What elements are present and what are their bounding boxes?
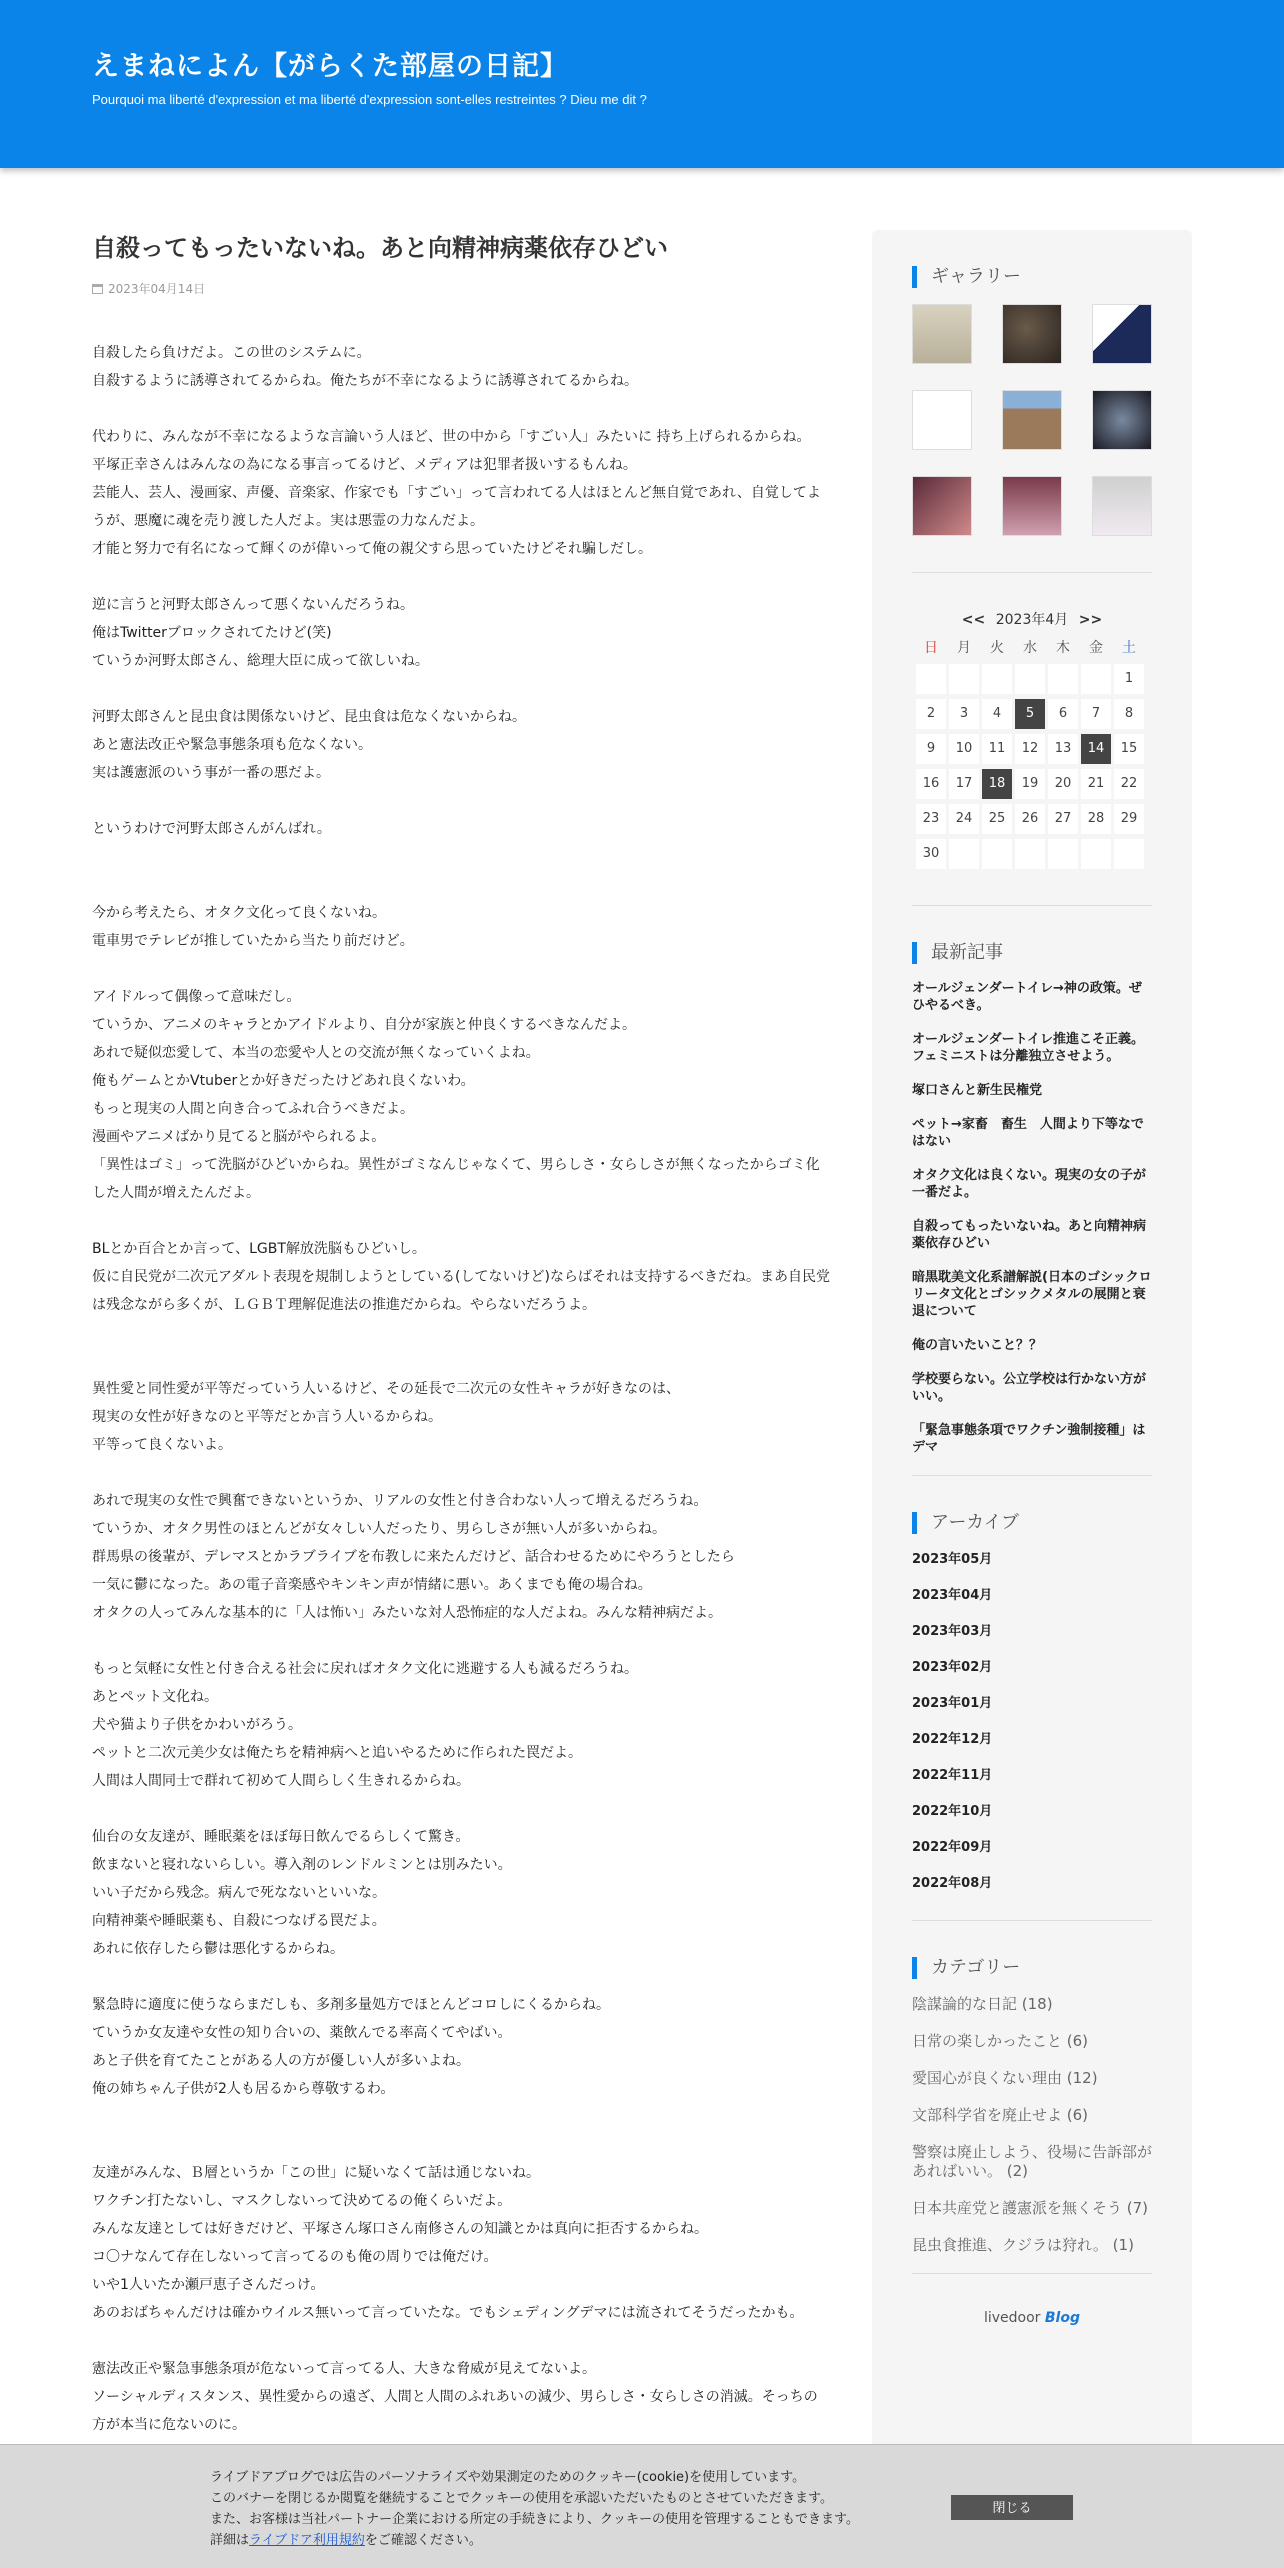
cookie-line: また、お客様は当社パートナー企業における所定の手続きにより、クッキーの使用を管理することもできます。: [210, 2512, 859, 2527]
post-line: [92, 563, 832, 591]
gallery-grid: [912, 304, 1152, 536]
post-line: 平等って良くないよ。: [92, 1437, 232, 1453]
gallery-thumb[interactable]: [1092, 304, 1152, 364]
post-line: は残念ながら多くが、ＬＧＢＴ理解促進法の推進だからね。やらないだろうよ。: [92, 1297, 596, 1313]
calendar-empty-cell: [982, 839, 1012, 869]
post-line: 群馬県の後輩が、デレマスとかラブライブを布教しに来たんだけど、話合わせるためにやろうとしたら: [92, 1549, 735, 1565]
post-line: 俺の姉ちゃん子供が2人も居るから尊敬するわ。: [92, 2081, 395, 2097]
post-line: 一気に鬱になった。あの電子音楽感やキンキン声が情緒に悪い。あくまでも俺の場合ね。: [92, 1577, 652, 1593]
article: [92, 230, 832, 2439]
calendar-day: 27: [1048, 804, 1078, 834]
cookie-text: [210, 2467, 859, 2551]
calendar-empty-cell: [1048, 839, 1078, 869]
gallery-thumb[interactable]: [912, 476, 972, 536]
post-line: [92, 1795, 832, 1823]
calendar-weekday: 木: [1056, 640, 1070, 656]
post-line: 現実の女性が好きなのと平等だとか言う人いるからね。: [92, 1409, 442, 1425]
post-line: 代わりに、みんなが不幸になるような言論いう人ほど、世の中から「すごい人」みたいに 持ち上げられるからね。: [92, 429, 811, 445]
post-line: 今から考えたら、オタク文化って良くないね。: [92, 905, 386, 921]
post-line: 仙台の女友達が、睡眠薬をほぼ毎日飲んでるらしくて驚き。: [92, 1829, 470, 1845]
archive-list: [912, 1550, 1152, 1910]
post-line: 仮に自民党が二次元アダルト表現を規制しようとしている(してないけど)ならばそれは支持するべきだね。まあ自民党: [92, 1269, 830, 1285]
post-line: 飲まないと寝れないらしい。導入剤のレンドルミンとは別みたい。: [92, 1857, 512, 1873]
archive-link[interactable]: 2023年02月: [912, 1660, 993, 1675]
post-line: 緊急時に適度に使うならまだしも、多剤多量処方でほとんどコロしにくるからね。: [92, 1997, 610, 2013]
calendar-day: 10: [949, 734, 979, 764]
post-line: オタクの人ってみんな基本的に「人は怖い」みたいな対人恐怖症的な人だよね。みんな精神病だよ。: [92, 1605, 722, 1621]
gallery-thumb[interactable]: [912, 390, 972, 450]
calendar-day: 30: [916, 839, 946, 869]
recent-post-link[interactable]: 俺の言いたいこと？？: [912, 1338, 1043, 1353]
post-line: ワクチン打たないし、マスクしないって決めてるの俺くらいだよ。: [92, 2193, 512, 2209]
post-line: 人間は人間同士で群れて初めて人間らしく生きれるからね。: [92, 1773, 470, 1789]
calendar-day: 20: [1048, 769, 1078, 799]
calendar-day: 3: [949, 699, 979, 729]
recent-post-link[interactable]: ペット→家畜 畜生 人間より下等なではない: [912, 1117, 1144, 1149]
calendar-day[interactable]: 18: [982, 769, 1012, 799]
post-line: いや1人いたか瀬戸恵子さんだっけ。: [92, 2277, 325, 2293]
calendar-header: [916, 609, 1148, 631]
post-line: アイドルって偶像って意味だし。: [92, 989, 301, 1005]
calendar-empty-cell: [982, 664, 1012, 694]
calendar-day[interactable]: 5: [1015, 699, 1045, 729]
calendar-empty-cell: [916, 664, 946, 694]
calendar-empty-cell: [949, 839, 979, 869]
calendar-month: 2023年4月: [995, 612, 1069, 628]
calendar-day: 1: [1114, 664, 1144, 694]
post-line: 「異性はゴミ」って洗脳がひどいからね。異性がゴミなんじゃなくて、男らしさ・女らしさが無くなったからゴミ化: [92, 1157, 820, 1173]
post-line: ていうか河野太郎さん、総理大臣に成って欲しいね。: [92, 653, 429, 669]
calendar-day: 21: [1081, 769, 1111, 799]
post-line: ていうか女友達や女性の知り合いの、薬飲んでる率高くてやばい。: [92, 2025, 512, 2041]
post-line: 犬や猫より子供をかわいがろう。: [92, 1717, 302, 1733]
recent-post-link[interactable]: 自殺ってもったいないね。あと向精神病薬依存ひどい: [912, 1219, 1147, 1251]
gallery-thumb[interactable]: [1002, 390, 1062, 450]
category-link[interactable]: 文部科学省を廃止せよ (6): [912, 2106, 1089, 2124]
post-line: ソーシャルディスタンス、異性愛からの遠ざ、人間と人間のふれあいの減少、男らしさ・女らしさの消滅。そっちの: [92, 2389, 818, 2405]
calendar-weekday: 火: [990, 640, 1004, 656]
post-line: あれで疑似恋愛して、本当の恋愛や人との交流が無くなっていくよね。: [92, 1045, 540, 1061]
calendar-day: 9: [916, 734, 946, 764]
archive-link[interactable]: 2022年08月: [912, 1876, 993, 1891]
post-line: 平塚正幸さんはみんなの為になる事言ってるけど、メディアは犯罪者扱いするもんね。: [92, 457, 637, 473]
post-line: [92, 2131, 832, 2159]
post-line: [92, 787, 832, 815]
post-line: コ〇ナなんて存在しないって言ってるのも俺の周りでは俺だけ。: [92, 2249, 498, 2265]
archive-link[interactable]: 2023年05月: [912, 1552, 993, 1567]
post-line: 漫画やアニメばかり見てると脳がやられるよ。: [92, 1129, 386, 1145]
post-line: 友達がみんな、Ｂ層というか「この世」に疑いなくて話は通じないね。: [92, 2165, 540, 2181]
post-line: ていうか、オタク男性のほとんどが女々しい人だったり、男らしさが無い人が多いからね。: [92, 1521, 666, 1537]
gallery-thumb[interactable]: [912, 304, 972, 364]
post-line: あとペット文化ね。: [92, 1689, 218, 1705]
post-line: [92, 1319, 832, 1347]
post-line: あと子供を育てたことがある人の方が優しい人が多いよね。: [92, 2053, 470, 2069]
calendar-next-link[interactable]: >>: [1078, 612, 1103, 628]
post-line: あれに依存したら鬱は悪化するからね。: [92, 1941, 344, 1957]
calendar-empty-cell: [1015, 839, 1045, 869]
archive-link[interactable]: 2023年04月: [912, 1588, 993, 1603]
post-line: [92, 1627, 832, 1655]
calendar-day: 6: [1048, 699, 1078, 729]
recent-post-link[interactable]: 暗黒耽美文化系譜解説(日本のゴシックロリータ文化とゴシックメタルの展開と衰退について: [912, 1270, 1152, 1319]
post-line: あのおばちゃんだけは確かウイルス無いって言っていたな。でもシェディングデマには流されてそうだったかも。: [92, 2305, 804, 2321]
categories-heading: カテゴリー: [912, 1957, 1152, 1979]
post-line: [92, 1459, 832, 1487]
archive-link[interactable]: 2022年10月: [912, 1804, 993, 1819]
calendar-day: 17: [949, 769, 979, 799]
post-line: 自殺するように誘導されてるからね。俺たちが不幸になるように誘導されてるからね。: [92, 373, 638, 389]
post-title[interactable]: 自殺ってもったいないね。あと向精神病薬依存ひどい: [92, 234, 668, 262]
archive-link[interactable]: 2022年11月: [912, 1768, 993, 1783]
calendar-day: 23: [916, 804, 946, 834]
gallery-thumb[interactable]: [1002, 304, 1062, 364]
post-line: いい子だから残念。病んで死なないといいな。: [92, 1885, 386, 1901]
calendar-empty-cell: [1081, 839, 1111, 869]
livedoor-logo-prefix: livedoor: [983, 2310, 1041, 2326]
post-line: というわけで河野太郎さんがんばれ。: [92, 821, 331, 837]
post-line: もっと現実の人間と向き合ってふれ合うべきだよ。: [92, 1101, 414, 1117]
archive-heading: アーカイブ: [912, 1512, 1152, 1534]
post-line: 異性愛と同性愛が平等だっていう人いるけど、その延長で二次元の女性キャラが好きなのは、: [92, 1381, 680, 1397]
divider: [912, 2273, 1152, 2274]
category-link[interactable]: 愛国心が良くない理由 (12): [912, 2069, 1098, 2087]
recent-post-link[interactable]: 塚口さんと新生民権党: [912, 1083, 1043, 1098]
cookie-line: このバナーを閉じるか閲覧を継続することでクッキーの使用を承認いただいたものとさせていただきます。: [210, 2491, 833, 2506]
post-line: 俺はTwitterブロックされてたけど(笑): [92, 625, 332, 641]
calendar-day: 13: [1048, 734, 1078, 764]
post-line: [92, 1207, 832, 1235]
archive-link[interactable]: 2023年01月: [912, 1696, 993, 1711]
cookie-detail: [210, 2530, 859, 2551]
post-line: した人間が増えたんだよ。: [92, 1185, 260, 1201]
calendar-prev-link[interactable]: <<: [961, 612, 986, 628]
post-line: ペットと二次元美少女は俺たちを精神病へと追いやるために作られた罠だよ。: [92, 1745, 582, 1761]
post-line: 電車男でテレビが推していたから当たり前だけど。: [92, 933, 414, 949]
livedoor-logo-suffix: Blog: [1044, 2310, 1080, 2326]
calendar-weekday: 土: [1122, 640, 1136, 656]
recent-heading: 最新記事: [912, 942, 1152, 964]
calendar-day: 11: [982, 734, 1012, 764]
calendar-day: 24: [949, 804, 979, 834]
livedoor-blog-logo[interactable]: [912, 2310, 1152, 2326]
cookie-banner: [0, 2444, 1284, 2568]
category-link[interactable]: 陰謀論的な日記 (18): [912, 1995, 1053, 2013]
calendar-day: 15: [1114, 734, 1144, 764]
gallery-thumb[interactable]: [1092, 390, 1152, 450]
post-line: あと憲法改正や緊急事態条項も危なくない。: [92, 737, 372, 753]
calendar-day: 7: [1081, 699, 1111, 729]
calendar-grid: [916, 637, 1148, 869]
divider: [912, 905, 1152, 906]
calendar-empty-cell: [1048, 664, 1078, 694]
post-date-text: 2023年04月14日: [108, 282, 206, 296]
archive-link[interactable]: 2022年12月: [912, 1732, 993, 1747]
archive-link[interactable]: 2023年03月: [912, 1624, 993, 1639]
post-line: 芸能人、芸人、漫画家、声優、音楽家、作家でも「すごい」って言われてる人はほとんど無自覚であれ、自覚してよ: [92, 485, 821, 501]
cookie-detail-suffix: をご確認ください。: [364, 2533, 482, 2548]
post-line: 実は護憲派のいう事が一番の悪だよ。: [92, 765, 330, 781]
post-line: [92, 871, 832, 899]
post-line: 逆に言うと河野太郎さんって悪くないんだろうね。: [92, 597, 414, 613]
sidebar: [872, 230, 1192, 2568]
post-line: [92, 2327, 832, 2355]
post-line: [92, 1347, 832, 1375]
post-line: [92, 955, 832, 983]
calendar-empty-cell: [1081, 664, 1111, 694]
recent-post-link[interactable]: 学校要らない。公立学校は行かない方がいい。: [912, 1372, 1147, 1404]
calendar-day: 19: [1015, 769, 1045, 799]
gallery-heading: ギャラリー: [912, 266, 1152, 288]
gallery-thumb[interactable]: [1092, 476, 1152, 536]
calendar-empty-cell: [1015, 664, 1045, 694]
archive-link[interactable]: 2022年09月: [912, 1840, 993, 1855]
post-line: [92, 843, 832, 871]
post-line: 自殺したら負けだよ。この世のシステムに。: [92, 345, 371, 361]
post-line: 才能と努力で有名になって輝くのが偉いって俺の親父すら思っていたけどそれ騙しだし。: [92, 541, 652, 557]
divider: [912, 1920, 1152, 1921]
calendar-icon: [92, 284, 103, 294]
post-line: みんな友達としては好きだけど、平塚さん塚口さん南修さんの知識とかは真向に拒否するからね。: [92, 2221, 708, 2237]
cookie-detail-prefix: 詳細は: [210, 2533, 250, 2548]
calendar-day: 26: [1015, 804, 1045, 834]
post-body: [92, 339, 832, 2439]
category-link[interactable]: 日本共産党と護憲派を無くそう (7): [912, 2199, 1149, 2217]
recent-post-link[interactable]: オールジェンダートイレ→神の政策。ぜひやるべき。: [912, 981, 1142, 1013]
recent-post-link[interactable]: 「緊急事態条項でワクチン強制接種」はデマ: [912, 1423, 1146, 1455]
calendar-day: 4: [982, 699, 1012, 729]
site-title[interactable]: えまねによん【がらくた部屋の日記】: [92, 51, 568, 82]
calendar-day: 12: [1015, 734, 1045, 764]
post-line: うが、悪魔に魂を売り渡した人だよ。実は悪霊の力なんだよ。: [92, 513, 484, 529]
calendar-weekday: 日: [924, 640, 938, 656]
cookie-line: ライブドアブログでは広告のパーソナライズや効果測定のためのクッキー(cookie)を使用しています。: [210, 2470, 806, 2485]
calendar-day[interactable]: 14: [1081, 734, 1111, 764]
post-line: 俺もゲームとかVtuberとか好きだったけどあれ良くないわ。: [92, 1073, 475, 1089]
categories-list: [912, 1995, 1152, 2255]
site-header: [0, 0, 1284, 168]
calendar-day: 8: [1114, 699, 1144, 729]
post-line: ていうか、アニメのキャラとかアイドルより、自分が家族と仲良くするべきなんだよ。: [92, 1017, 637, 1033]
category-link[interactable]: 日常の楽しかったこと (6): [912, 2032, 1089, 2050]
calendar-weekday: 月: [957, 640, 971, 656]
calendar-day: 29: [1114, 804, 1144, 834]
post-line: あれで現実の女性で興奮できないというか、リアルの女性と付き合わない人って増えるだろうね。: [92, 1493, 708, 1509]
post-line: 方が本当に危ないのに。: [92, 2417, 246, 2433]
post-line: もっと気軽に女性と付き合える社会に戻ればオタク文化に逃避する人も減るだろうね。: [92, 1661, 638, 1677]
category-link[interactable]: 昆虫食推進、クジラは狩れ。 (1): [912, 2236, 1134, 2254]
calendar-day: 25: [982, 804, 1012, 834]
post-line: 河野太郎さんと昆虫食は関係ないけど、昆虫食は危なくないからね。: [92, 709, 526, 725]
post-date: [92, 280, 832, 297]
calendar-day: 2: [916, 699, 946, 729]
category-link[interactable]: 警察は廃止しよう、役場に告訴部があればいい。 (2): [912, 2143, 1153, 2180]
calendar-weekday: 金: [1089, 640, 1103, 656]
recent-post-link[interactable]: オタク文化は良くない。現実の女の子が一番だよ。: [912, 1168, 1147, 1200]
post-line: 憲法改正や緊急事態条項が危ないって言ってる人、大きな脅威が見えてないよ。: [92, 2361, 596, 2377]
calendar-empty-cell: [949, 664, 979, 694]
calendar-day: 28: [1081, 804, 1111, 834]
post-line: [92, 1963, 832, 1991]
divider: [912, 572, 1152, 573]
gallery-thumb[interactable]: [1002, 476, 1062, 536]
post-line: BLとか百合とか言って、LGBT解放洗脳もひどいし。: [92, 1241, 426, 1257]
post-line: [92, 675, 832, 703]
post-line: [92, 395, 832, 423]
cookie-close-button[interactable]: 閉じる: [951, 2495, 1073, 2520]
terms-link[interactable]: ライブドア利用規約: [249, 2533, 365, 2548]
calendar-empty-cell: [1114, 839, 1144, 869]
site-description: Pourquoi ma liberté d'expression et ma liberté d'expression sont-elles restreintes ? Dieu me dit ?: [92, 92, 647, 107]
recent-post-link[interactable]: オールジェンダートイレ推進こそ正義。フェミニストは分離独立させよう。: [912, 1032, 1144, 1064]
calendar-day: 22: [1114, 769, 1144, 799]
calendar: [916, 609, 1148, 869]
divider: [912, 1475, 1152, 1476]
recent-posts-list: [912, 980, 1152, 1456]
calendar-weekday: 水: [1023, 640, 1037, 656]
post-line: 向精神薬や睡眠薬も、自殺につなげる罠だよ。: [92, 1913, 386, 1929]
post-line: [92, 2103, 832, 2131]
calendar-day: 16: [916, 769, 946, 799]
